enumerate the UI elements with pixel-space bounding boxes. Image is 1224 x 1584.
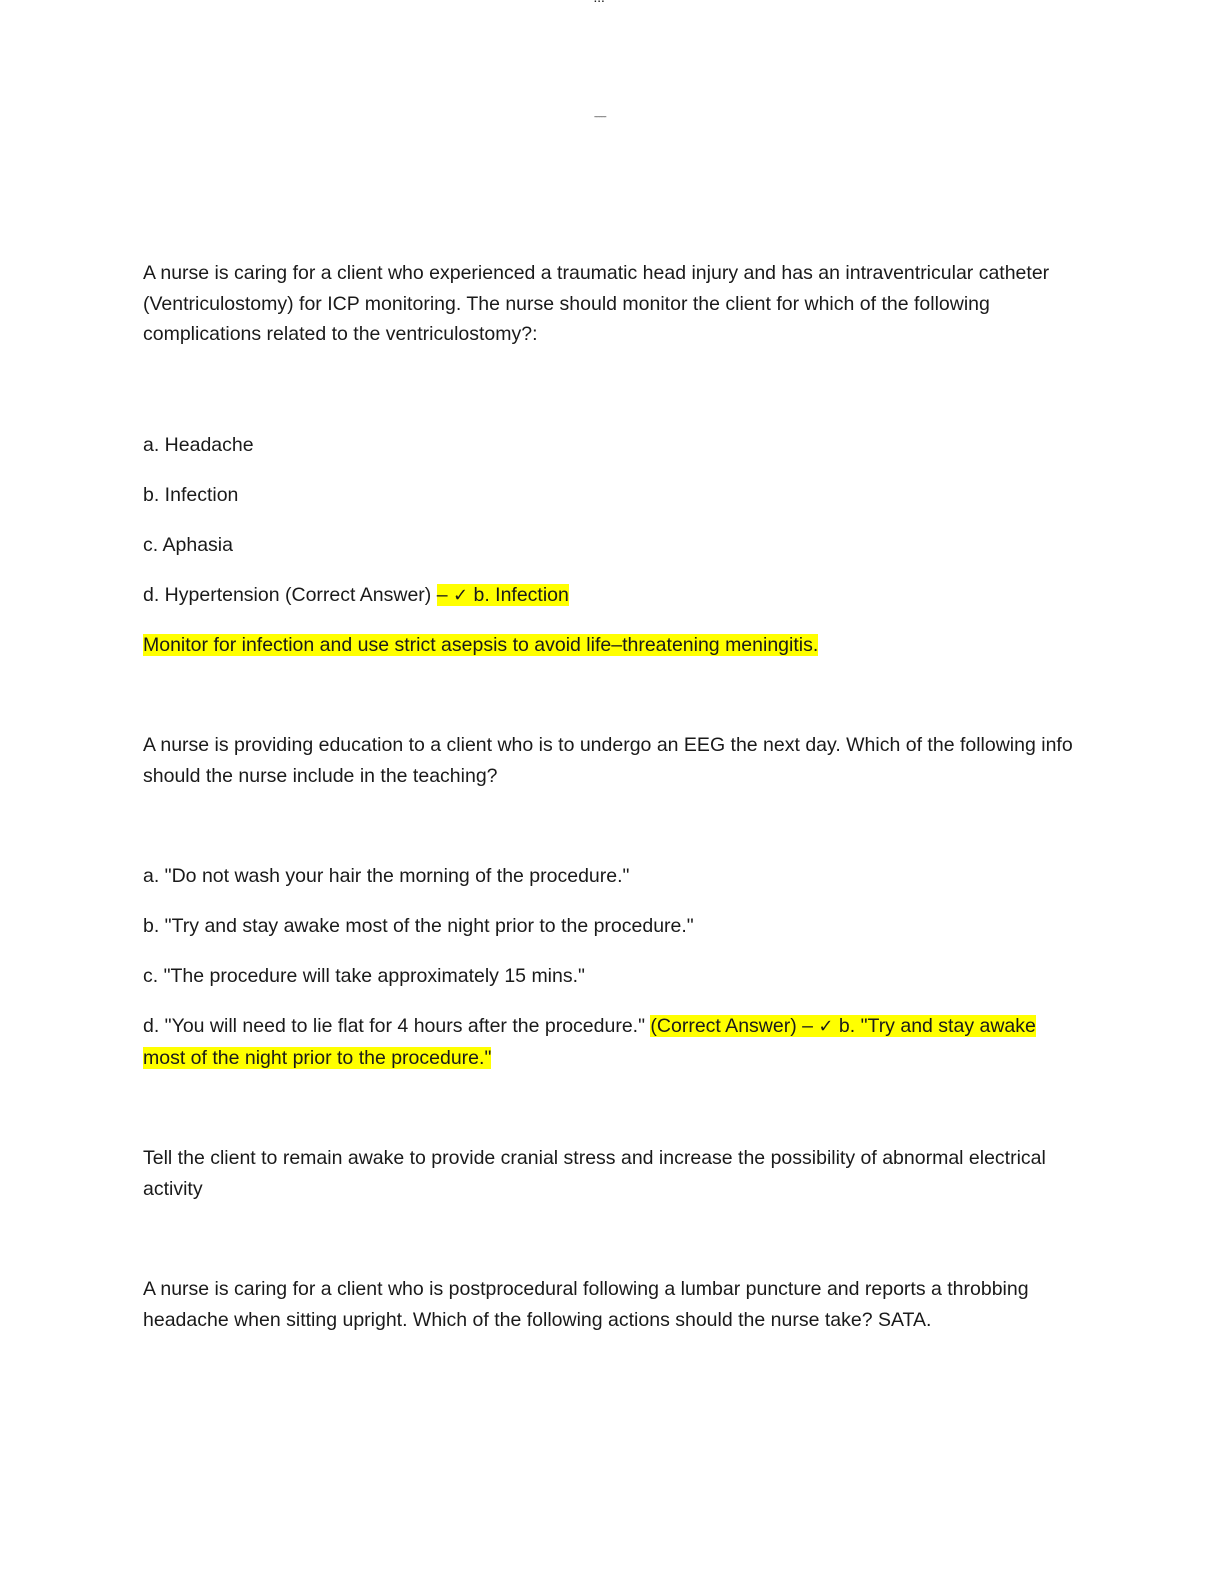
checkmark-icon: ✓ xyxy=(452,584,469,606)
question-1-option-a: a. Headache xyxy=(143,433,254,456)
question-1-option-c: c. Aphasia xyxy=(143,533,233,556)
question-2-option-c: c. "The procedure will take approximately 15 mins." xyxy=(143,965,585,987)
question-1-rationale-text: Monitor for infection and use strict asepsis to avoid life–threatening meningitis. xyxy=(143,633,819,656)
spacer xyxy=(143,1204,1083,1274)
page-top-mark xyxy=(594,0,605,5)
question-2-stem: A nurse is providing education to a client who is to undergo an EEG the next day. Which of the following info should the nurse include in the teaching? xyxy=(143,734,1073,787)
page-dash-mark: ------- xyxy=(594,112,606,121)
question-3-stem: A nurse is caring for a client who is postprocedural following a lumbar puncture and reports a throbbing headache when sitting upright. Which of the following actions should the nurse take? SATA. xyxy=(143,1278,1029,1331)
question-1-stem: A nurse is caring for a client who experienced a traumatic head injury and has an intraventricular catheter (Ventriculostomy) for ICP monitoring. The nurse should monitor the client for which of the following complications related to the ventriculostomy?: xyxy=(143,262,1050,345)
checkmark-icon: ✓ xyxy=(818,1016,834,1037)
answer-text: b. Infection xyxy=(468,583,569,606)
question-2-option-d-text: d. "You will need to lie flat for 4 hours after the procedure." xyxy=(143,1015,651,1037)
answer-text: b. "Try and stay awake most of the night prior to the procedure." xyxy=(143,1015,1036,1069)
question-1-option-b: b. Infection xyxy=(143,483,239,506)
answer-dash: – xyxy=(436,583,453,606)
answer-lead: (Correct Answer) – xyxy=(650,1015,819,1037)
question-1-option-d-text: d. Hypertension (Correct Answer) xyxy=(143,583,437,606)
document-body xyxy=(143,258,1083,1335)
spacer xyxy=(143,350,1083,430)
spacer xyxy=(143,1073,1083,1143)
page-header-marks xyxy=(0,0,1224,140)
question-1-rationale xyxy=(143,630,1083,661)
question-1-option-d xyxy=(143,580,1083,630)
spacer xyxy=(143,791,1083,861)
question-2-option-b: b. "Try and stay awake most of the night prior to the procedure." xyxy=(143,915,694,937)
question-2-option-a: a. "Do not wash your hair the morning of the procedure." xyxy=(143,865,630,887)
question-1-answer xyxy=(437,584,569,606)
question-2-option-d xyxy=(143,1011,1083,1073)
question-2-rationale: Tell the client to remain awake to provide cranial stress and increase the possibility of abnormal electrical activity xyxy=(143,1147,1046,1200)
spacer xyxy=(143,660,1083,730)
